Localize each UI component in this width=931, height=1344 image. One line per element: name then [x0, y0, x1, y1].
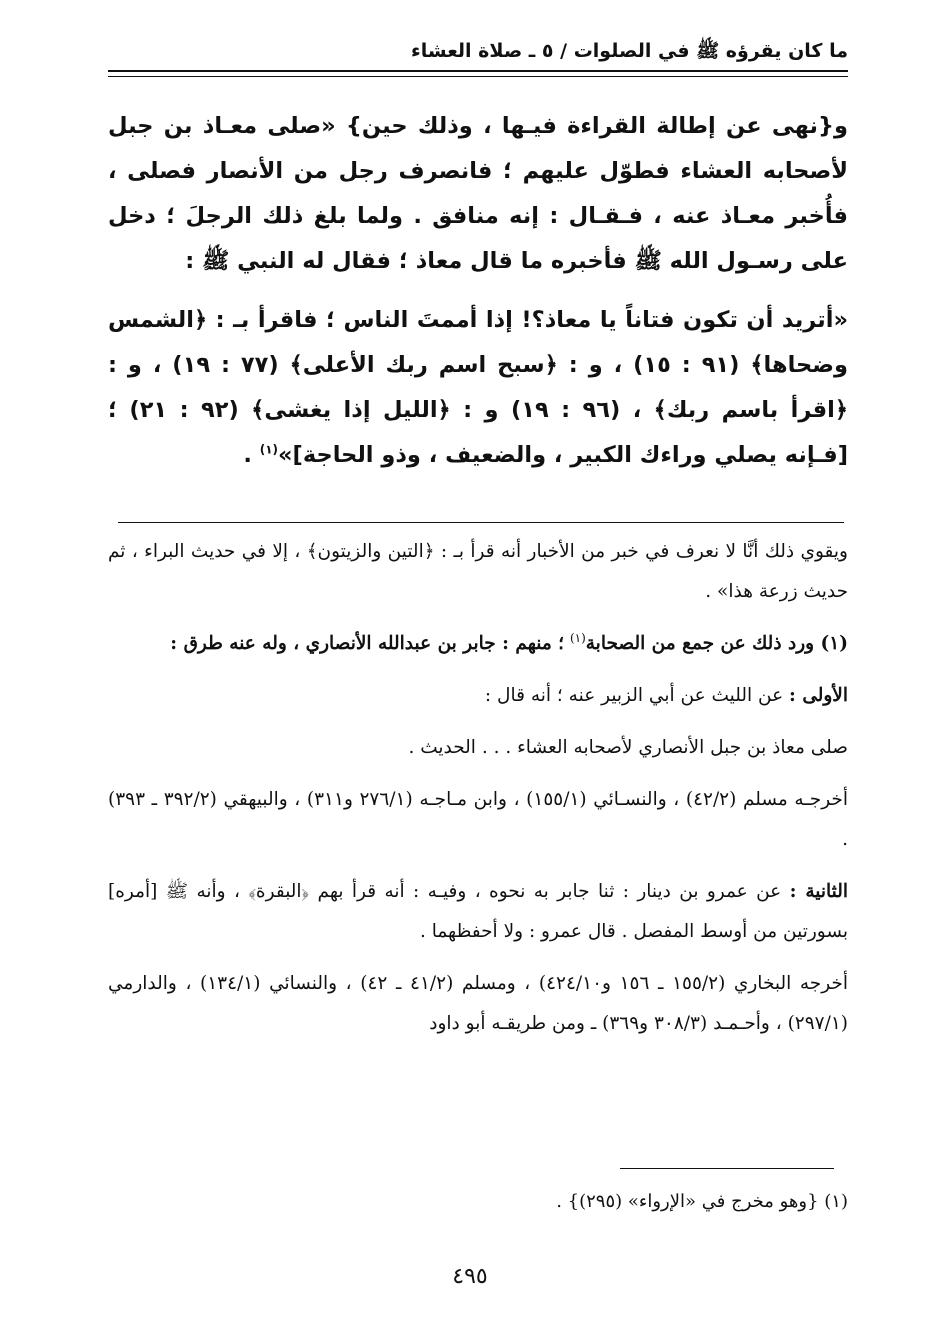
first-route-text: عن الليث عن أبي الزبير عنه ؛ أنه قال : — [484, 685, 784, 706]
second-route-label: الثانية : — [789, 881, 848, 902]
footnote-continuation: ويقوي ذلك أنَّا لا نعرف في خبر من الأخبار أنه قرأ بـ : ﴿التين والزيتون﴾ ، إلا في حديث البراء ، ثم حديث زرعة هذا» . — [108, 541, 848, 602]
hadith-end: . — [243, 442, 260, 468]
first-route-takhrij: أخرجـه مسلم (٤٢/٢) ، والنسـائي (١٥٥/١) ، وابن مـاجـه (٢٧٦/١ و٣١١) ، والبيهقي (٣٩٢/٢ ـ ٣٩٣) . — [108, 789, 848, 850]
main-text — [108, 104, 848, 492]
footnote-1-rest: ؛ منهم : جابر بن عبدالله الأنصاري ، وله عنه طرق : — [170, 633, 565, 654]
footnote-1-ref: (١) — [569, 630, 586, 645]
bottom-note-separator — [620, 1168, 834, 1169]
main-paragraph-1: و{نهى عن إطالة القراءة فيـها ، وذلك حين} «صلى معـاذ بن جبل لأصحابه العشاء فطوّل عليهم ؛ فانصرف رجل من الأنصار فصلى ، فأُخبر معـاذ عنه ، فـقـال : إنه منافق . ولما بلغ ذلك الرجلَ ؛ دخل على رسـول الله ﷺ فأخبره ما قال معاذ ؛ فقال له النبي ﷺ : — [108, 113, 848, 274]
second-route — [108, 872, 848, 952]
first-route-quote: صلى معاذ بن جبل الأنصاري لأصحابه العشاء . . . الحديث . — [408, 737, 848, 758]
second-route-takhrij: أخرجه البخاري (١٥٥/٢ ـ ١٥٦ و٤٢٤/١٠) ، ومسلم (٤١/٢ ـ ٤٢) ، والنسائي (١٣٤/١) ، والدارمي (٢٩٧/١) ، وأحـمـد (٣٠٨/٣ و٣٦٩) ـ ومن طريقـه أبو داود — [108, 973, 848, 1034]
footnote-1-lead: (١) ورد ذلك عن جمع من الصحابة — [585, 633, 848, 654]
footnote-1 — [108, 624, 848, 664]
footnote-ref: (١) — [259, 442, 279, 457]
hadith-text: «أتريد أن تكون فتاناً يا معاذ؟! إذا أممتَ الناس ؛ فاقرأ بـ : ﴿الشمس وضحاها﴾ (٩١ : ١٥) ، و : ﴿سبح اسم ربك الأعلى﴾ (٧٧ : ١٩) ، و : ﴿اقرأ باسم ربك﴾ ، (٩٦ : ١٩) و : ﴿الليل إذا يغشى﴾ (٩٢ : ٢١) ؛ [فـإنه يصلي وراءك الكبير ، والضعيف ، وذو الحاجة]» — [108, 307, 849, 468]
first-route-label: الأولى : — [789, 685, 848, 706]
bottom-note: (١) {وهو مخرج في «الإرواء» (٢٩٥)} . — [556, 1191, 848, 1212]
footnotes — [108, 532, 848, 1056]
second-route-text: عن عمرو بن دينار : ثنا جابر به نحوه ، وفيـه : أنه قرأ بهم ﴿البقرة﴾ ، وأنه ﷺ [أمره] بسورتين من أوسط المفصل . قال عمرو : ولا أحفظهما . — [108, 881, 848, 942]
page-number: ٤٩٥ — [452, 1264, 488, 1289]
main-paragraph-2 — [108, 298, 848, 478]
footnote-separator — [118, 522, 844, 523]
header-rule — [108, 70, 848, 77]
first-route — [108, 676, 848, 716]
running-header: ما كان يقرؤه ﷺ في الصلوات / ٥ ـ صلاة العشاء — [411, 40, 848, 62]
